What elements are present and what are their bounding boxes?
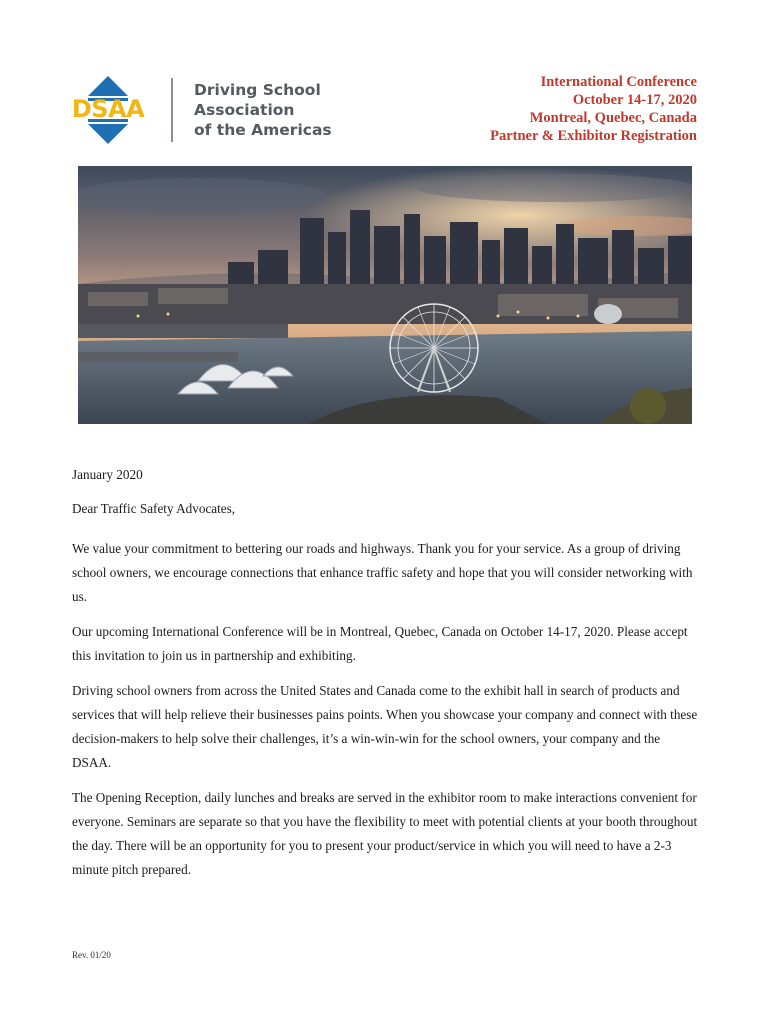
letter-date: January 2020 xyxy=(72,467,143,482)
conference-header xyxy=(490,73,697,145)
logo-divider xyxy=(171,78,173,142)
logo-name-line-2: Association xyxy=(194,101,295,119)
logo-abbrev: DSAA xyxy=(71,95,145,123)
letter-paragraph-4: The Opening Reception, daily lunches and breaks are served in the exhibitor room to make interactions convenient for everyone. Seminars are separate so that you have the flexibility to meet with potential clients at your booth throughout the day. There will be an opportunity for you to present your product/service in which you will need to have a 2-3 minute pitch prepared. xyxy=(72,790,698,877)
header-line-3: Montreal, Quebec, Canada xyxy=(529,110,697,126)
logo-organization-name xyxy=(194,80,332,140)
revision-note: Rev. 01/20 xyxy=(72,950,111,960)
header-line-1: International Conference xyxy=(540,74,697,90)
letter-salutation: Dear Traffic Safety Advocates, xyxy=(72,501,236,516)
header-line-2: October 14-17, 2020 xyxy=(572,92,697,108)
montreal-skyline-illustration xyxy=(78,166,692,424)
letter-paragraph-1: We value your commitment to bettering our roads and highways. Thank you for your service. As a group of driving school owners, we encourage connections that enhance traffic safety and hope that you will consider networking with us. xyxy=(72,541,693,604)
letter-paragraph-3: Driving school owners from across the United States and Canada come to the exhibit hall in search of products and services that will help relieve their businesses pains points. When you showcase your company and connect with these decision-makers to help solve their challenges, it’s a win-win-win for the school owners, your company and the DSAA. xyxy=(72,683,698,770)
logo-name-line-1: Driving School xyxy=(194,81,321,99)
letter-paragraph-2: Our upcoming International Conference will be in Montreal, Quebec, Canada on October 14-17, 2020. Please accept this invitation to join us in partnership and exhibiting. xyxy=(72,624,688,663)
montreal-city-photo xyxy=(78,166,692,424)
header-line-4: Partner & Exhibitor Registration xyxy=(490,128,697,144)
logo-name-line-3: of the Americas xyxy=(194,121,332,139)
letter-body xyxy=(72,466,698,893)
dsaa-logo-mark xyxy=(62,74,154,146)
